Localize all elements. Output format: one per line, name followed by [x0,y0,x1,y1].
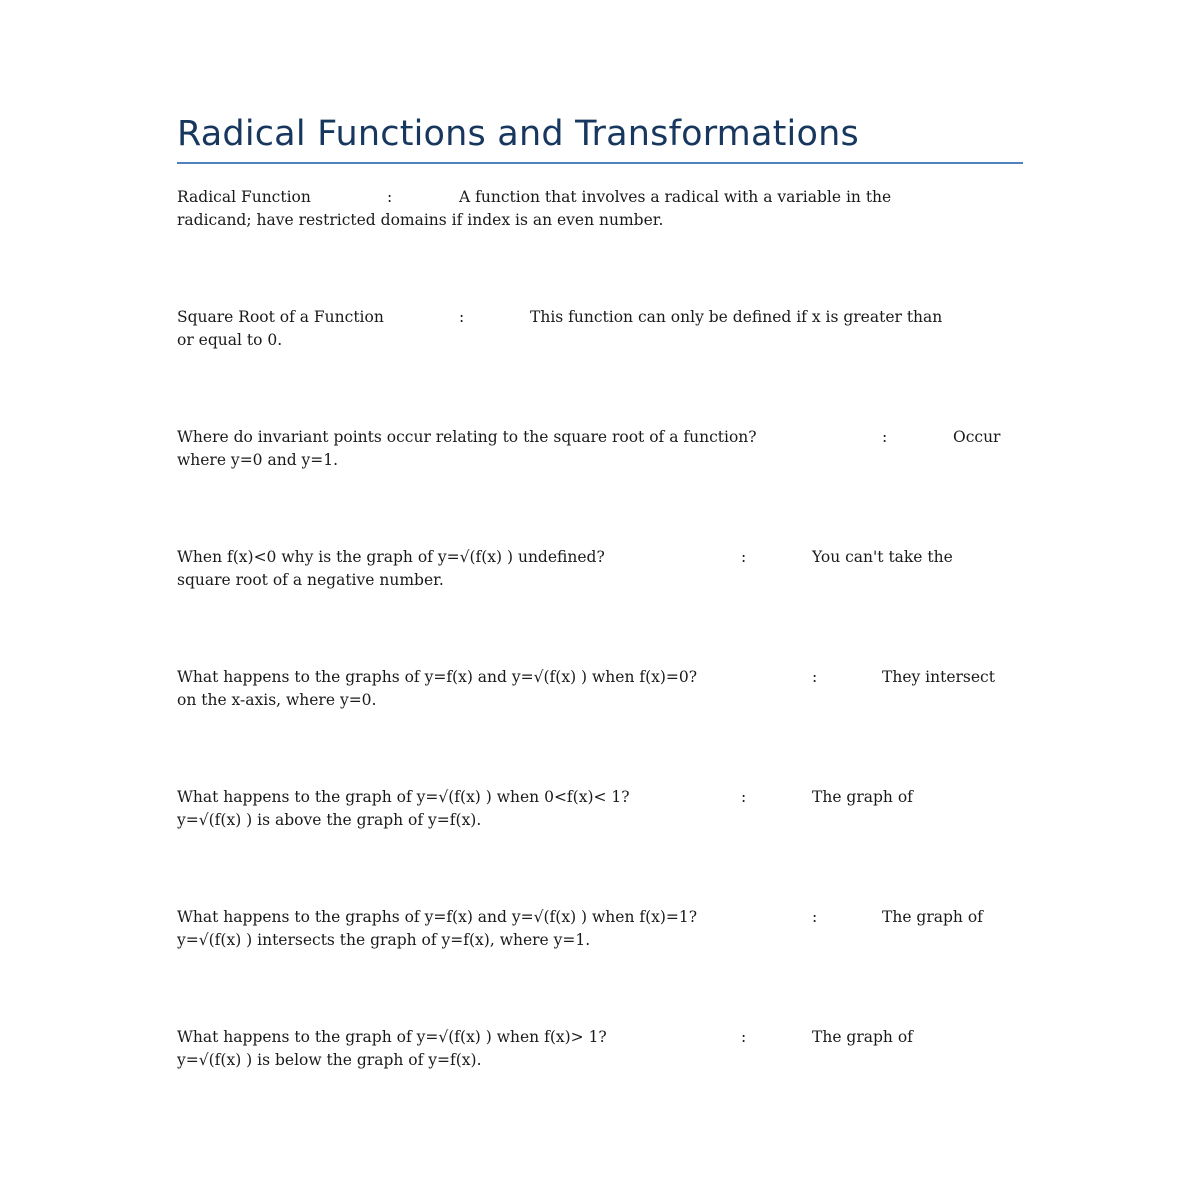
entry-second-line [177,929,1023,952]
entry-separator: : [387,188,393,206]
entry-definition-rest: on the x-axis, where y=0. [177,691,377,709]
entry-second-line [177,329,1023,352]
entry-second-line [177,1049,1023,1072]
flashcard-entry [177,786,1023,832]
entry-term: When f(x)<0 why is the graph of y=√(f(x) ) undefined? [177,548,605,566]
flashcard-entry [177,666,1023,712]
entry-term: Where do invariant points occur relating to the square root of a function? [177,428,757,446]
flashcard-entry [177,186,1023,232]
entry-definition-start: This function can only be defined if x is greater than [530,308,943,326]
entry-definition-start: Occur [953,428,1001,446]
entry-first-line [177,906,1023,929]
document-title: Radical Functions and Transformations [177,114,859,154]
entry-definition-rest: or equal to 0. [177,331,283,349]
entry-separator: : [812,668,818,686]
entry-separator: : [741,788,747,806]
entry-separator: : [812,908,818,926]
entry-second-line [177,689,1023,712]
entry-separator: : [882,428,888,446]
entry-first-line [177,546,1023,569]
flashcard-entry [177,306,1023,352]
entry-term: What happens to the graphs of y=f(x) and y=√(f(x) ) when f(x)=0? [177,668,698,686]
entry-separator: : [741,548,747,566]
entry-definition-start: You can't take the [812,548,953,566]
entry-first-line [177,426,1023,449]
entry-term: What happens to the graph of y=√(f(x) ) when f(x)> 1? [177,1028,607,1046]
entry-definition-start: The graph of [812,1028,913,1046]
entry-definition-rest: radicand; have restricted domains if index is an even number. [177,211,664,229]
flashcard-entry [177,426,1023,472]
entry-definition-rest: y=√(f(x) ) is below the graph of y=f(x). [177,1051,482,1069]
entry-second-line [177,569,1023,592]
entry-definition-rest: y=√(f(x) ) intersects the graph of y=f(x), where y=1. [177,931,591,949]
entry-first-line [177,1026,1023,1049]
entry-separator: : [741,1028,747,1046]
title-underline [177,162,1023,164]
entry-definition-start: The graph of [882,908,983,926]
entry-definition-rest: y=√(f(x) ) is above the graph of y=f(x). [177,811,482,829]
entry-second-line [177,209,1023,232]
entry-first-line [177,786,1023,809]
entry-term: What happens to the graph of y=√(f(x) ) when 0<f(x)< 1? [177,788,630,806]
entry-definition-rest: square root of a negative number. [177,571,444,589]
flashcard-entry [177,546,1023,592]
entry-term: Radical Function [177,188,311,206]
entry-second-line [177,449,1023,472]
flashcard-entry [177,1026,1023,1072]
entry-definition-start: The graph of [812,788,913,806]
entry-first-line [177,186,1023,209]
entry-term: Square Root of a Function [177,308,384,326]
entry-first-line [177,306,1023,329]
entry-definition-start: A function that involves a radical with a variable in the [459,188,892,206]
entry-separator: : [459,308,465,326]
entry-second-line [177,809,1023,832]
entry-definition-start: They intersect [882,668,995,686]
entry-definition-rest: where y=0 and y=1. [177,451,339,469]
entry-term: What happens to the graphs of y=f(x) and y=√(f(x) ) when f(x)=1? [177,908,698,926]
flashcard-entry [177,906,1023,952]
entry-first-line [177,666,1023,689]
